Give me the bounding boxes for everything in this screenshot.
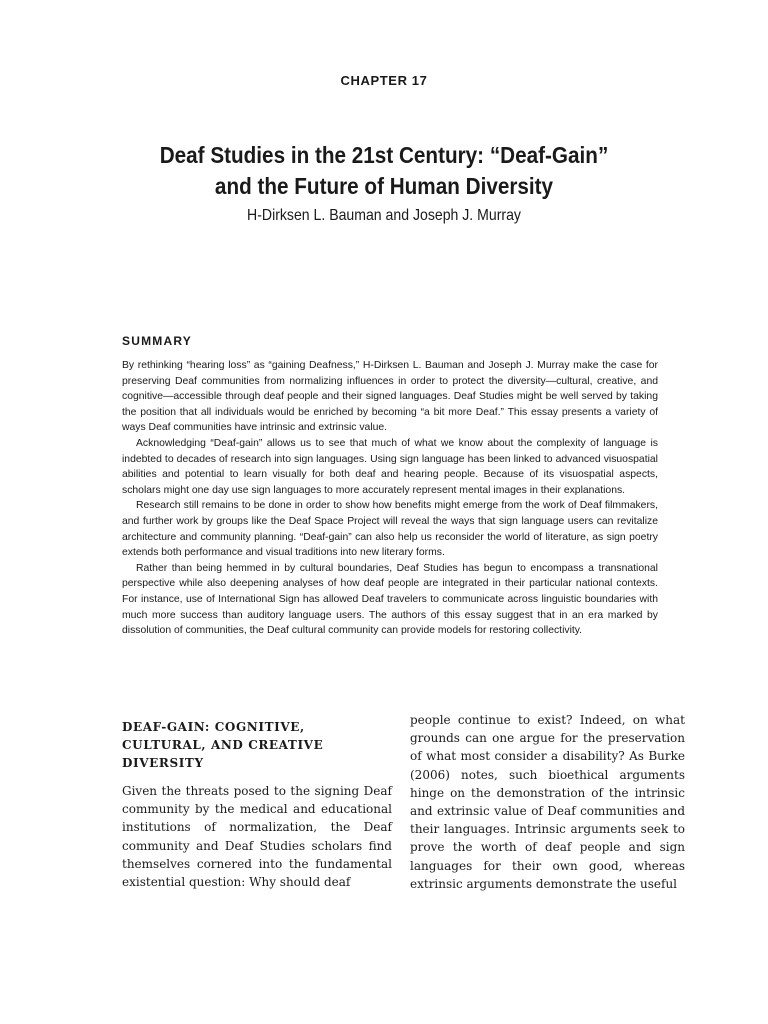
summary-paragraph: Research still remains to be done in order to show how benefits might emerge from the work of Deaf filmmakers, and further work by groups like the Deaf Space Project will reveal the ways that sign language users can revitalize architecture and community planning. “Deaf-gain” can also help us reconsider the world of literature, as sign poetry extends both performance and visual traditions into new literary forms. xyxy=(122,500,658,559)
chapter-title-line-2: and the Future of Human Diversity xyxy=(214,173,554,199)
summary-block xyxy=(122,358,658,639)
section-heading: DEAF-GAIN: COGNITIVE, CULTURAL, AND CREATIVE DIVERSITY xyxy=(122,720,324,770)
chapter-title xyxy=(114,140,654,202)
chapter-label: CHAPTER 17 xyxy=(340,73,428,88)
left-column-text: Given the threats posed to the signing Deaf community by the medical and educational institutions of normalization, the Deaf community and Deaf Studies scholars find themselves cornered into the fundamental existential question: Why should deaf xyxy=(122,784,392,890)
chapter-title-line-1: Deaf Studies in the 21st Century: “Deaf-Gain” xyxy=(159,142,609,168)
summary-paragraph: Acknowledging “Deaf-gain” allows us to see that much of what we know about the complexity of language is indebted to decades of research into sign languages. Using sign language has been linked to advanced visuospatial abilities and potential to learn visually for both deaf and hearing people. Because of its visuospatial aspects, scholars might one day use sign languages to more accurately represent mental images in their explanations. xyxy=(122,437,658,496)
summary-heading: SUMMARY xyxy=(122,334,192,348)
authors: H-Dirksen L. Bauman and Joseph J. Murray xyxy=(247,207,521,224)
right-column xyxy=(410,711,685,893)
left-column xyxy=(122,718,392,891)
summary-paragraph: By rethinking “hearing loss” as “gaining Deafness,” H-Dirksen L. Bauman and Joseph J. Murray make the case for preserving Deaf communities from normalizing influences in order to protect the diversity—cultural, creative, and cognitive—accessible through deaf people and their signed languages. Deaf Studies might be well served by taking the position that all individuals would be enriched by becoming “a bit more Deaf.” This essay presents a variety of ways Deaf communities have intrinsic and extrinsic value. xyxy=(122,360,658,434)
summary-paragraph: Rather than being hemmed in by cultural boundaries, Deaf Studies has begun to encompass a transnational perspective while also deepening analyses of how deaf people are integrated in their particular national contexts. For instance, use of International Sign has allowed Deaf travelers to communicate across linguistic boundaries with much more success than auditory language users. The authors of this essay suggest that in an era marked by dissolution of communities, the Deaf cultural community can provide models for restoring collectivity. xyxy=(122,562,658,637)
right-column-text: people continue to exist? Indeed, on what grounds can one argue for the preservation of what most consider a disability? As Burke (2006) notes, such bioethical arguments hinge on the demonstration of the intrinsic and extrinsic value of Deaf communities and their languages. Intrinsic arguments seek to prove the worth of deaf people and sign languages for their own good, whereas extrinsic arguments demonstrate the useful xyxy=(410,713,685,891)
